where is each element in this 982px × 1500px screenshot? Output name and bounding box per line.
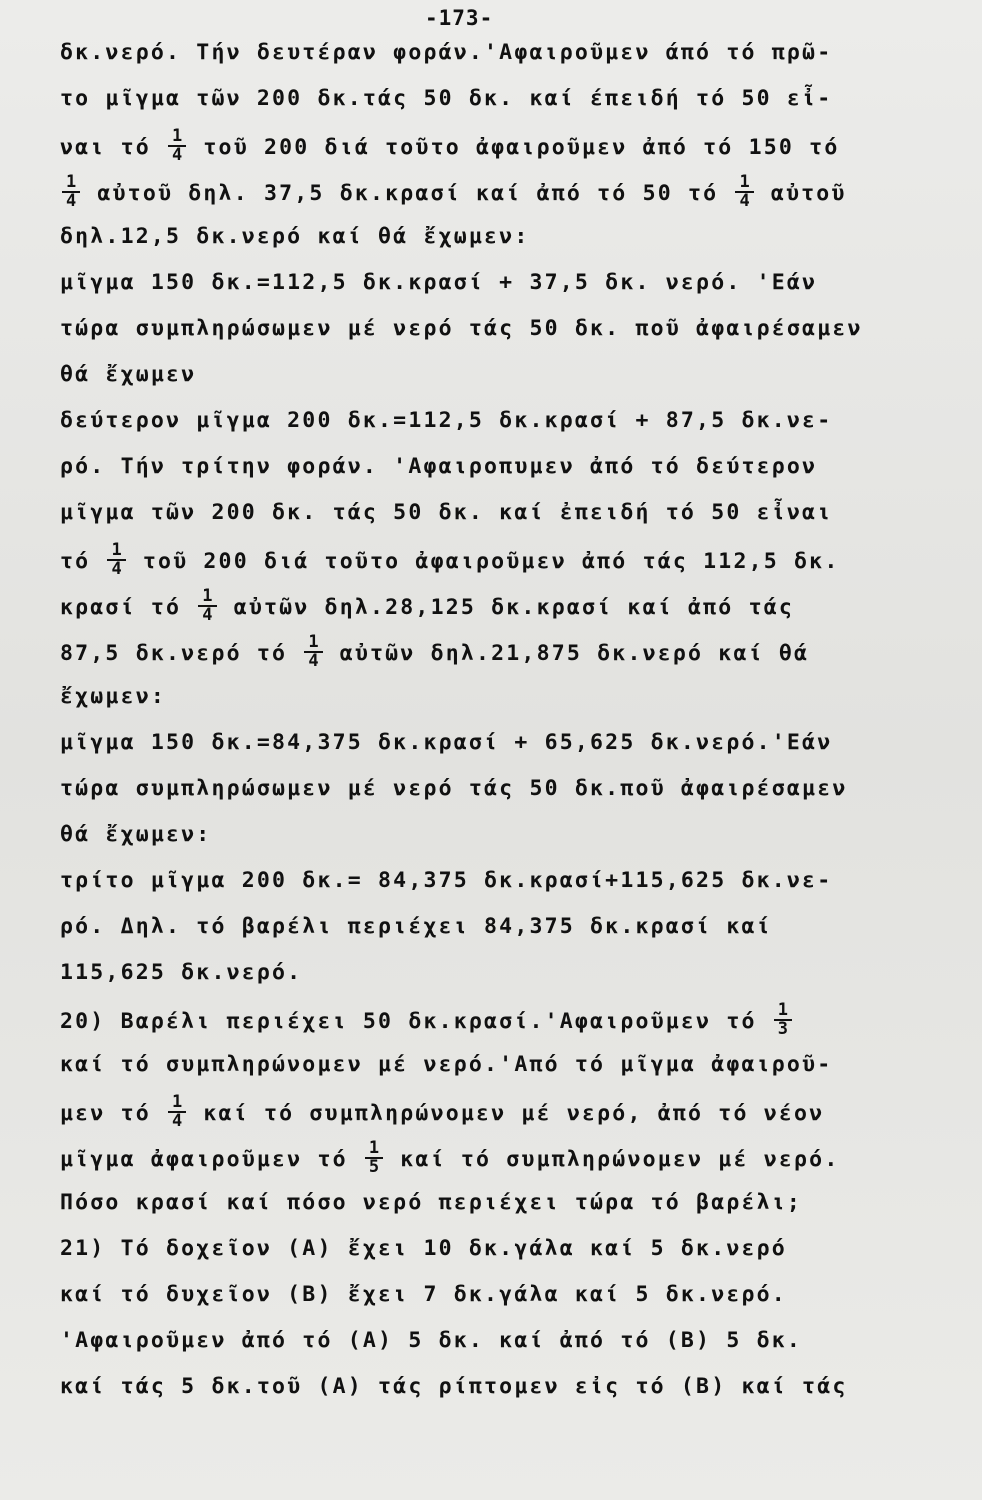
text-segment: καί τό συμπληρώνομεν μέ νερό.	[385, 1147, 840, 1172]
text-segment: τοῦ 200 διά τοῦτο ἀφαιροῦμεν ἀπό τό 150 τό	[188, 135, 840, 160]
fraction-numerator: 1	[774, 1002, 792, 1021]
text-segment: 87,5 δκ.νερό τό	[60, 641, 303, 666]
text-segment: θά ἔχωμεν	[60, 362, 197, 387]
page-number: -173-	[425, 6, 494, 30]
text-segment: μῖγμα 150 δκ.=84,375 δκ.κρασί + 65,625 δκ.νερό.'Εάν	[60, 730, 833, 755]
text-line	[60, 540, 840, 579]
fraction-denominator: 4	[739, 191, 750, 211]
text-line	[60, 1050, 832, 1080]
fraction-denominator: 4	[172, 145, 183, 165]
fraction-numerator: 1	[735, 174, 753, 193]
fraction	[62, 174, 80, 210]
text-segment: καί τό δυχεῖον (Β) ἔχει 7 δκ.γάλα καί 5 δκ.νερό.	[60, 1282, 787, 1307]
text-line	[60, 1372, 848, 1402]
text-segment: ρό. Τήν τρίτην φοράν. 'Αφαιροπυμεν ἀπό τό δεύτερον	[60, 454, 818, 479]
fraction-denominator: 4	[308, 651, 319, 671]
text-line	[60, 1188, 802, 1218]
text-segment: καί τό συμπληρώνομεν μέ νερό, ἀπό τό νέον	[188, 1101, 825, 1126]
text-segment: τοῦ 200 διά τοῦτο ἀφαιροῦμεν ἀπό τάς 112,5 δκ.	[127, 549, 840, 574]
text-segment: 20) Βαρέλι περιέχει 50 δκ.κρασί.'Αφαιροῦμεν τό	[60, 1009, 772, 1034]
fraction	[365, 1140, 383, 1176]
fraction-denominator: 4	[172, 1111, 183, 1131]
text-segment: δεύτερον μῖγμα 200 δκ.=112,5 δκ.κρασί + 87,5 δκ.νε-	[60, 408, 833, 433]
text-segment: τώρα συμπληρώσωμεν μέ νερό τάς 50 δκ. ποῦ ἀφαιρέσαμεν	[60, 316, 863, 341]
fraction	[735, 174, 753, 210]
fraction	[198, 588, 216, 624]
text-line	[60, 406, 832, 436]
fraction-numerator: 1	[168, 128, 186, 147]
fraction-numerator: 1	[304, 634, 322, 653]
text-segment: αὐτοῦ	[755, 181, 847, 206]
text-segment: τώρα συμπληρώσωμεν μέ νερό τάς 50 δκ.ποῦ ἀφαιρέσαμεν	[60, 776, 848, 801]
text-line	[60, 172, 847, 211]
text-segment: καί τό συμπληρώνομεν μέ νερό.'Από τό μῖγμα ἀφαιροῦ-	[60, 1052, 833, 1077]
text-segment: θά ἔχωμεν:	[60, 822, 212, 847]
fraction-numerator: 1	[107, 542, 125, 561]
text-line	[60, 360, 196, 390]
fraction	[107, 542, 125, 578]
fraction	[168, 1094, 186, 1130]
text-line	[60, 84, 832, 114]
text-segment: ρό. Δηλ. τό βαρέλι περιέχει 84,375 δκ.κρασί καί	[60, 914, 772, 939]
fraction-denominator: 4	[111, 559, 122, 579]
text-segment: το μῖγμα τῶν 200 δκ.τάς 50 δκ. καί έπειδή τό 50 εἶ-	[60, 86, 833, 111]
fraction-denominator: 4	[66, 191, 77, 211]
text-segment: 115,625 δκ.νερό.	[60, 960, 303, 985]
text-segment: 'Αφαιροῦμεν ἀπό τό (Α) 5 δκ. καί ἀπό τό (Β) 5 δκ.	[60, 1328, 803, 1353]
text-segment: μεν τό	[60, 1101, 167, 1126]
text-segment: ἔχωμεν:	[60, 684, 167, 709]
text-segment: δκ.νερό. Τήν δευτέραν φοράν.'Αφαιροῦμεν άπό τό πρῶ-	[60, 40, 833, 65]
text-segment: αὐτοῦ δηλ. 37,5 δκ.κρασί καί ἀπό τό 50 τό	[82, 181, 734, 206]
text-segment: μῖγμα τῶν 200 δκ. τάς 50 δκ. καί ἐπειδή τό 50 εἶναι	[60, 500, 833, 525]
text-segment: μῖγμα ἀφαιροῦμεν τό	[60, 1147, 363, 1172]
text-line	[60, 498, 832, 528]
fraction-denominator: 4	[202, 605, 213, 625]
fraction	[304, 634, 322, 670]
text-segment: δηλ.12,5 δκ.νερό καί θά ἔχωμεν:	[60, 224, 530, 249]
text-line	[60, 682, 166, 712]
text-line	[60, 1326, 802, 1356]
text-line	[60, 268, 817, 298]
fraction-numerator: 1	[62, 174, 80, 193]
text-line	[60, 820, 211, 850]
text-line	[60, 586, 795, 625]
text-segment: Πόσο κρασί καί πόσο νερό περιέχει τώρα τό βαρέλι;	[60, 1190, 803, 1215]
fraction-numerator: 1	[168, 1094, 186, 1113]
text-segment: κρασί τό	[60, 595, 197, 620]
fraction-numerator: 1	[365, 1140, 383, 1159]
text-line	[60, 1280, 787, 1310]
text-segment: ναι τό	[60, 135, 167, 160]
text-segment: καί τάς 5 δκ.τοῦ (Α) τάς ρίπτομεν εἰς τό (Β) καί τάς	[60, 1374, 848, 1399]
text-segment: αὐτῶν δηλ.21,875 δκ.νερό καί θά	[324, 641, 810, 666]
text-segment: μῖγμα 150 δκ.=112,5 δκ.κρασί + 37,5 δκ. νερό. 'Εάν	[60, 270, 818, 295]
fraction-denominator: 3	[777, 1019, 789, 1039]
text-line	[60, 222, 529, 252]
text-segment: 21) Τό δοχεῖον (Α) ἔχει 10 δκ.γάλα καί 5 δκ.νερό	[60, 1236, 787, 1261]
text-segment: τρίτο μῖγμα 200 δκ.= 84,375 δκ.κρασί+115,625 δκ.νε-	[60, 868, 833, 893]
text-line	[60, 126, 840, 165]
text-line	[60, 1092, 825, 1131]
text-line	[60, 632, 810, 671]
text-line	[60, 728, 832, 758]
text-line	[60, 38, 832, 68]
text-line	[60, 866, 832, 896]
text-segment: τό	[60, 549, 106, 574]
text-line	[60, 958, 302, 988]
text-segment: αὐτῶν δηλ.28,125 δκ.κρασί καί ἀπό τάς	[218, 595, 795, 620]
fraction-numerator: 1	[198, 588, 216, 607]
text-line	[60, 1138, 840, 1177]
text-line	[60, 1000, 794, 1039]
fraction	[168, 128, 186, 164]
text-line	[60, 774, 848, 804]
text-line	[60, 452, 817, 482]
fraction	[774, 1002, 792, 1038]
fraction-denominator: 5	[368, 1157, 380, 1177]
text-line	[60, 1234, 787, 1264]
text-line	[60, 912, 772, 942]
text-line	[60, 314, 863, 344]
